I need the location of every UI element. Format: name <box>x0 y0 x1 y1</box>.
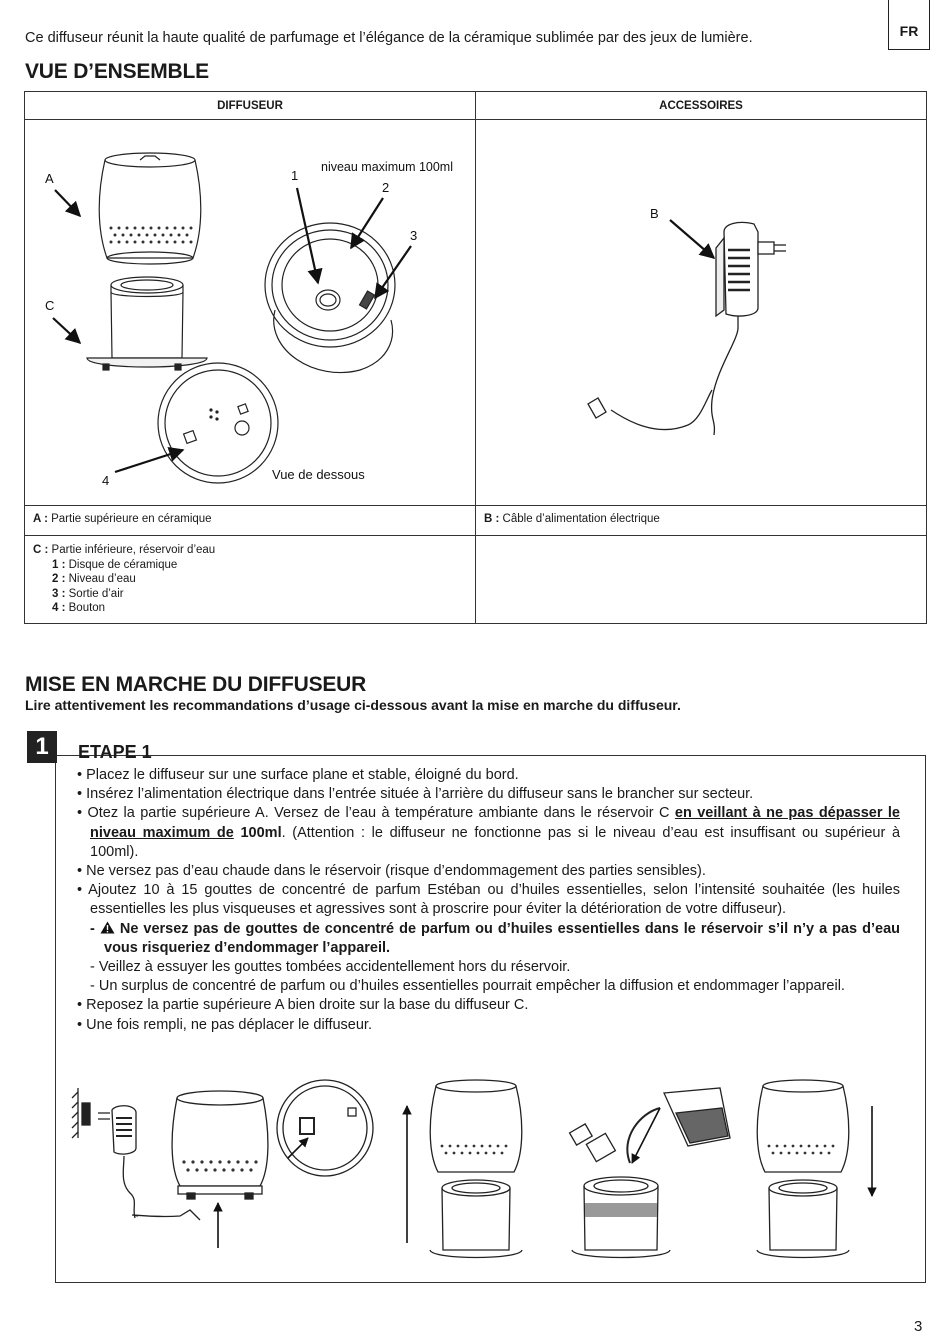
lift-top-drawing <box>430 1080 522 1258</box>
reservoir-drawing <box>87 277 207 370</box>
label-a-key: A : <box>33 513 48 525</box>
step-title: ETAPE 1 <box>78 742 152 762</box>
callout-niveau: niveau maximum 100ml <box>321 160 453 174</box>
pouring-drawing <box>570 1088 730 1258</box>
callout-4: 4 <box>102 473 110 488</box>
startup-title: MISE EN MARCHE DU DIFFUSEUR <box>25 673 367 696</box>
sub-item: 2 : Niveau d’eau <box>52 573 136 585</box>
bullet-item: • Ajoutez 10 à 15 gouttes de concentré de parfum Estéban ou d’huiles essentielles, selon l’intensité souhaitée (les huiles essentielles les plus visqueuses et agressives sont à proscrire pour éviter la détérioration de votre diffuseur). <box>77 882 900 918</box>
empty-cell <box>476 536 927 624</box>
callout-1: 1 <box>291 168 299 183</box>
diffuser-illustration <box>25 120 475 505</box>
bullet-item: • Otez la partie supérieure A. Versez de l’eau à température ambiante dans le réservoir C en veillant à ne pas dépasser le niveau maximum de 100ml. (Attention : le diffuseur ne fonctionne pas si le niveau d’eau est insuffisant ou supérieur à 100ml). <box>77 805 901 860</box>
bottom-view-drawing <box>158 363 278 483</box>
step-number: 1 <box>27 731 57 763</box>
accessories-illustration-cell <box>476 120 927 506</box>
step-instructions <box>77 766 900 1035</box>
bullet-item: • Insérez l’alimentation électrique dans l’entrée située à l’arrière du diffuseur sans le brancher sur secteur. <box>77 786 754 803</box>
sub-item: 3 : Sortie d’air <box>52 587 124 600</box>
bullet-item: • Ne versez pas d’eau chaude dans le réservoir (risque d’endommagement des parties sensibles). <box>77 863 706 880</box>
label-b-text: Câble d’alimentation électrique <box>502 513 660 525</box>
callout-a: A <box>45 171 54 186</box>
ceramic-top-drawing <box>99 153 201 264</box>
callout-3: 3 <box>410 228 418 243</box>
callout-2: 2 <box>382 180 390 195</box>
label-c-text: Partie inférieure, réservoir d’eau <box>51 544 216 556</box>
power-adapter-drawing <box>588 222 786 435</box>
intro-text: Ce diffuseur réunit la haute qualité de parfumage et l’élégance de la céramique sublimée par des jeux de lumière. <box>25 30 753 46</box>
reassemble-drawing <box>757 1080 849 1258</box>
bullet-item: • Reposez la partie supérieure A bien droite sur la base du diffuseur C. <box>77 997 529 1014</box>
dash-item: - Veillez à essuyer les gouttes tombées accidentellement hors du réservoir. <box>90 959 571 976</box>
diffuser-back-drawing <box>172 1091 268 1199</box>
label-c-cell <box>25 536 476 624</box>
dash-item: - Un surplus de concentré de parfum ou d’huiles essentielles pourrait empêcher la diffusion et endommager l’appareil. <box>90 978 845 995</box>
callout-c: C <box>45 298 55 313</box>
ceramic-holes <box>110 227 193 244</box>
callout-b: B <box>650 206 659 221</box>
accessories-illustration <box>476 120 926 505</box>
col-header-diffuser: DIFFUSEUR <box>25 92 476 120</box>
label-a-text: Partie supérieure en céramique <box>51 513 212 525</box>
diffuser-illustration-cell <box>25 120 476 506</box>
sub-item: 1 : Disque de céramique <box>52 558 178 571</box>
label-b-cell <box>476 506 927 536</box>
sub-item: 4 : Bouton <box>52 602 106 614</box>
bullet-item: • Une fois rempli, ne pas déplacer le diffuseur. <box>77 1016 372 1033</box>
overview-title: VUE D’ENSEMBLE <box>25 60 209 83</box>
dash-item-warning: - Ne versez pas de gouttes de concentré de parfum ou d’huiles essentielles dans le réservoir s’il n’y a pas d’eau vous risqueriez d’endommager l’appareil. <box>90 920 901 956</box>
label-c-key: C : <box>33 544 49 556</box>
callout-bottom-view: Vue de dessous <box>272 467 365 482</box>
page-number: 3 <box>914 1318 923 1335</box>
wall-plug-drawing <box>72 1088 200 1220</box>
overview-table <box>24 91 927 624</box>
language-tab: FR <box>888 0 930 50</box>
warning-icon <box>100 921 115 934</box>
startup-subtitle: Lire attentivement les recommandations d’usage ci-dessous avant la mise en marche du diffuseur. <box>25 697 681 713</box>
label-a-cell <box>25 506 476 536</box>
bottom-circle-drawing <box>277 1080 373 1176</box>
col-header-accessories: ACCESSOIRES <box>476 92 927 120</box>
step-illustrations <box>60 1068 920 1278</box>
bullet-item: • Placez le diffuseur sur une surface plane et stable, éloigné du bord. <box>77 767 519 783</box>
label-b-key: B : <box>484 513 500 525</box>
